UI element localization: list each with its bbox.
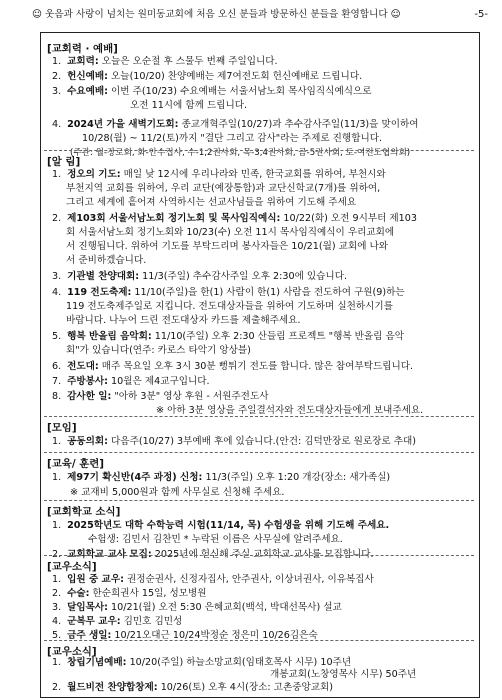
- section-meeting: [44, 416, 474, 457]
- worship-item-1: 1. 교회력: 오늘은 오순절 후 스물두 번째 주일입니다.: [52, 56, 278, 67]
- worship-item-2: 2. 헌신예배: 오늘(10/20) 찬양예배는 제7여전도회 헌신예배로 드립니다.: [52, 71, 363, 82]
- section-title: [교회력 · 예배]: [47, 43, 118, 55]
- section-church-school: [44, 500, 474, 560]
- members-item-4: 4. 군복무 교우: 김민호 김민성: [52, 616, 183, 627]
- section-title: [교우소식]: [47, 561, 97, 573]
- worship-item-3: 3. 수요예배: 이번 주(10/23) 수요예배는 서울서남노회 목사임직식예식으로: [52, 86, 372, 97]
- section-title: [교우소식]: [47, 646, 97, 658]
- school-item-1: 1. 2025학년도 대학 수학능력 시험(11/14, 목) 수험생을 위해 기도해 주세요.: [52, 520, 390, 531]
- section-title: [알 림]: [47, 156, 81, 168]
- notice-item-2-line: 회 서울서남노회 정기노회와 10/23(수) 오전 11시 목사임직예식이 우리교회에: [66, 227, 395, 238]
- page-number: -5-: [474, 9, 488, 20]
- notice-item-6: 6. 전도대: 매주 목요일 오후 3시 30분 뻥튀기 전도를 합니다. 많은 참여부탁드립니다.: [52, 361, 414, 372]
- section-title: [모임]: [47, 422, 77, 434]
- worship-item-3-cont: 오전 11시에 함께 드립니다.: [130, 100, 248, 111]
- notice-item-5-line: 회"가 있습니다(연주: 카로스 타악기 앙상블): [66, 345, 251, 356]
- members2-item-1: 1. 창립기념예배: 10/20(주일) 하늘소망교회(임태호목사 시무) 10주년: [52, 657, 352, 668]
- notice-item-1-line: 그리고 세계에 흩어져 사역하시는 선교사님들을 위하여 기도해 주세요: [66, 197, 357, 208]
- notice-item-1-line: 부천지역 교회를 위하여, 우리 교단(예장통합)과 교단신학교(7개)를 위하여,: [66, 183, 381, 194]
- notice-item-3: 3. 기관별 찬양대회: 11/3(주일) 추수감사주일 오후 2:30에 있습니다.: [52, 271, 348, 282]
- notice-item-8: 8. 감사한 일: "아하 3분" 영상 후원 - 서원주전도사: [52, 391, 269, 402]
- members-item-5: 5. 금주 생일: 10/21오대근 10/24박정순 정은미 10/26김은숙: [52, 630, 318, 641]
- page-header: [10, 6, 494, 24]
- notice-item-7: 7. 주방봉사: 10월은 제4교구입니다.: [52, 376, 210, 387]
- notice-item-4: 4. 119 전도축제: 11/10(주일)을 한(1) 사람이 한(1) 사람을 전도하여 구원(9)하는: [52, 287, 405, 298]
- section-title: [교육/ 훈련]: [47, 458, 105, 470]
- section-members: [44, 555, 474, 648]
- meeting-item-1: 1. 공동의회: 다음주(10/27) 3부예배 후에 있습니다.(안건: 김덕만장로 원로장로 추대): [52, 436, 417, 447]
- members2-item-1-cont: 개봉교회(노창영목사 시무) 50주년: [270, 669, 417, 680]
- welcome-greeting: ☺ 웃음과 사랑이 넘치는 원미동교회에 처음 오신 분들과 방문하신 분들을 환영합니다 ☺: [32, 9, 401, 20]
- notice-item-2-line: 서 진행됩니다. 위하여 기도를 부탁드리며 봉사자들은 10/21(월) 교회에 나와: [66, 241, 389, 252]
- notice-item-5: 5. 행복 반올림 음악회: 11/10(주일) 오후 2:30 산들림 프로젝트 "행복 반올림 음악: [52, 331, 405, 342]
- section-title: [교회학교 소식]: [47, 506, 121, 518]
- education-item-1: 1. 제97기 확신반(4주 과정) 신청: 11/3(주일) 오후 1:20 개강(장소: 새가족실): [52, 472, 391, 483]
- notice-item-4-line: 119 전도축제주일로 지킵니다. 전도대상자들을 위하여 기도하며 실천하시기를: [66, 301, 393, 312]
- members-item-2: 2. 수술: 한순희권사 15일, 성모병원: [52, 588, 207, 599]
- school-item-2: 2. 교회학교 교사 모집: 2025년에 헌신해 주실 교회학교 교사를 모집합니다.: [52, 549, 374, 560]
- section-members-2: [44, 640, 474, 697]
- members-item-3: 3. 달임목사: 10/21(월) 오전 5:30 은혜교회(백석, 박대선목사) 설교: [52, 602, 342, 613]
- members2-item-2: 2. 월드비전 찬양합창제: 10/26(토) 오후 4시(장소: 고촌중앙교회): [52, 682, 334, 693]
- notice-item-8-note: ※ 아하 3분 영상을 주일결석자와 전도대상자들에게 보내주세요.: [156, 405, 424, 416]
- school-item-1-note: 수험생: 김민서 김찬민 * 누락된 이름은 사무실에 알려주세요.: [88, 534, 343, 545]
- worship-item-4: 4. 2024년 가을 새벽기도회: 종교개혁주일(10/27)과 추수감사주일(11/3)을 맞이하여: [52, 119, 419, 130]
- members-item-1: 1. 입원 중 교우: 권정순권사, 신정자집사, 안주권사, 이상녀권사, 이유복집사: [52, 574, 374, 585]
- education-item-1-note: ※ 교재비 5,000원과 함께 사무실로 신청해 주세요.: [70, 487, 285, 498]
- notice-item-1: 1. 정오의 기도: 매일 낮 12시에 우리나라와 민족, 한국교회를 위하여, 부천시와: [52, 169, 386, 180]
- worship-item-4-note: (주관: 월-장로회, 화-안수집사, 수-1,2권사회, 목-3,4권사회, 금-5권사회, 토-여전도협의회): [70, 148, 411, 158]
- worship-item-4-cont: 10/28(월) ~ 11/2(토)까지 "결단 그리고 감사"라는 주제로 진행합니다.: [82, 133, 383, 144]
- notice-item-2: 2. 제103회 서울서남노회 정기노회 및 목사임직예식: 10/22(화) 오전 9시부터 제103: [52, 213, 417, 224]
- notice-item-4-line: 바랍니다. 나누어 드린 전도대상자 카드를 제출해주세요.: [66, 315, 301, 326]
- notice-item-2-line: 서 준비하겠습니다.: [66, 255, 147, 266]
